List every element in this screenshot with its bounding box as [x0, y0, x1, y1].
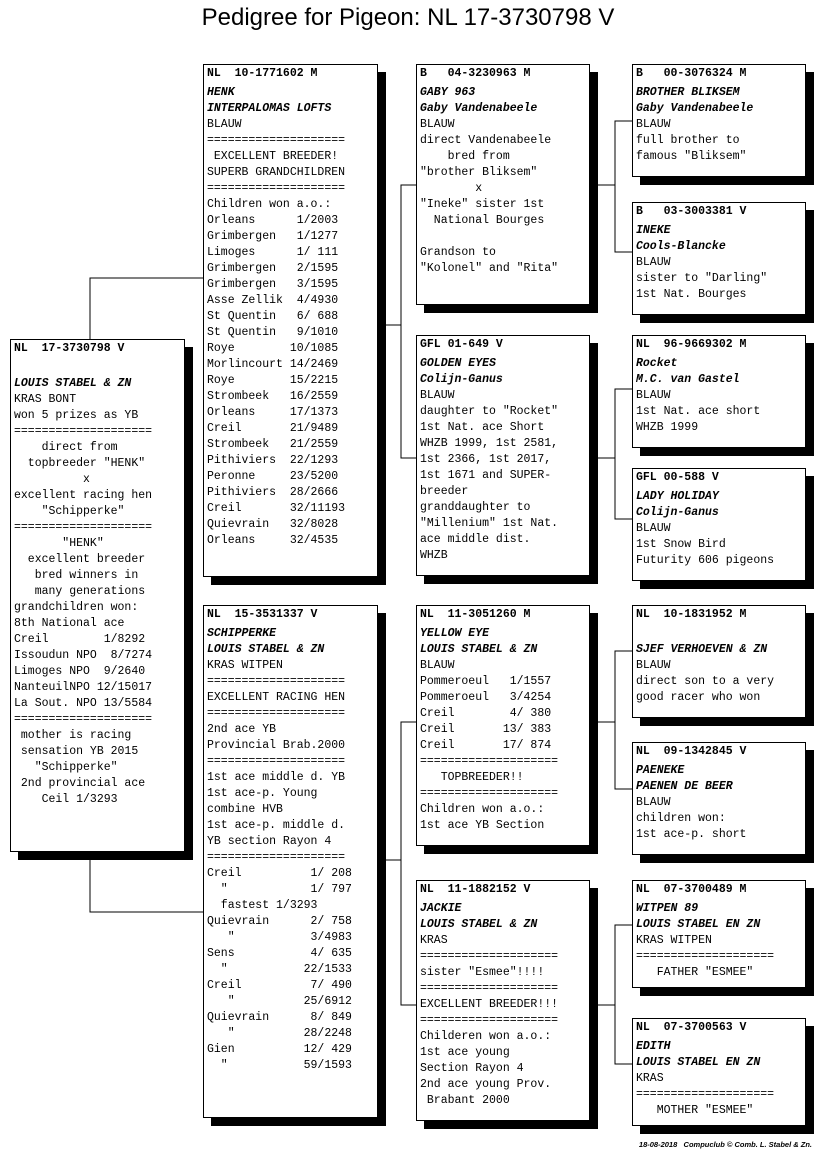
pedigree-line: sensation YB 2015 — [14, 745, 139, 758]
pedigree-line — [420, 229, 586, 245]
pedigree-line: St Quentin 6/ 688 — [207, 310, 339, 323]
pedigree-line: Quievrain 2/ 758 — [207, 915, 352, 928]
pedigree-card-dam-dam — [416, 880, 590, 1121]
pedigree-line: Grimbergen 1/1277 — [207, 230, 339, 243]
pedigree-line: direct from — [14, 441, 118, 454]
breeder-name: Colijn-Ganus — [636, 506, 719, 519]
pedigree-line: ==================== — [636, 1088, 775, 1101]
ring-number: NL 09-1342845 V — [636, 745, 747, 758]
pedigree-line: Creil 1/ 208 — [207, 867, 352, 880]
pedigree-line: x — [420, 182, 483, 195]
pedigree-line: St Quentin 9/1010 — [207, 326, 339, 339]
pedigree-line: good racer who won — [636, 691, 761, 704]
pedigree-line: Quievrain 32/8028 — [207, 518, 339, 531]
pigeon-name: LADY HOLIDAY — [636, 490, 719, 503]
pedigree-line: ace middle dist. — [420, 533, 531, 546]
pigeon-name: GOLDEN EYES — [420, 357, 496, 370]
pedigree-line: EXCELLENT BREEDER!!! — [420, 998, 559, 1011]
connector-dd-2 — [615, 1005, 632, 1064]
pedigree-line: Strombeek 21/2559 — [207, 438, 339, 451]
ring-number: NL 11-1882152 V — [420, 883, 531, 896]
pedigree-card-dam-sire — [416, 605, 590, 846]
pedigree-line: Creil 32/11193 — [207, 502, 346, 515]
pedigree-card-sire — [203, 64, 378, 577]
pedigree-line: " 1/ 797 — [207, 883, 352, 896]
pedigree-line: direct son to a very — [636, 675, 775, 688]
pedigree-line: KRAS WITPEN — [207, 659, 283, 672]
breeder-name: LOUIS STABEL EN ZN — [636, 918, 761, 931]
pigeon-name — [636, 626, 802, 642]
pedigree-line: " 28/2248 — [207, 1027, 352, 1040]
connector-sire-line2 — [401, 325, 416, 458]
connector-dam-line1 — [377, 722, 416, 860]
connector-ss-2 — [615, 185, 632, 252]
pedigree-card-sire-sire — [416, 64, 590, 305]
pedigree-line: FATHER "ESMEE" — [636, 966, 754, 979]
pedigree-line: Roye 15/2215 — [207, 374, 339, 387]
pedigree-line: 1st ace YB Section — [420, 819, 545, 832]
connector-sire-line1 — [377, 185, 416, 325]
pedigree-card-dam — [203, 605, 378, 1118]
connector-ds-2 — [615, 722, 632, 789]
pedigree-line: Childeren won a.o.: — [420, 1030, 552, 1043]
breeder-name: PAENEN DE BEER — [636, 780, 733, 793]
pedigree-line: Strombeek 16/2559 — [207, 390, 339, 403]
breeder-name: LOUIS STABEL EN ZN — [636, 1056, 761, 1069]
page-title: Pedigree for Pigeon: NL 17-3730798 V — [201, 4, 615, 31]
ring-number: GFL 01-649 V — [420, 338, 503, 351]
pedigree-line: won 5 prizes as YB — [14, 409, 139, 422]
pedigree-line: NanteuilNPO 12/15017 — [14, 681, 153, 694]
breeder-name: Gaby Vandenabeele — [636, 102, 754, 115]
pedigree-line: Limoges NPO 9/2640 — [14, 665, 146, 678]
pigeon-name: YELLOW EYE — [420, 627, 490, 640]
pedigree-card-sd-sire — [632, 335, 806, 448]
pedigree-line: Gien 12/ 429 — [207, 1043, 352, 1056]
pedigree-line: BLAUW — [207, 118, 242, 131]
pigeon-name: HENK — [207, 86, 235, 99]
pigeon-name: JACKIE — [420, 902, 462, 915]
pedigree-line: "brother Bliksem" — [420, 166, 538, 179]
breeder-name: Gaby Vandenabeele — [420, 102, 538, 115]
pedigree-line: BLAUW — [636, 118, 671, 131]
pedigree-line: BLAUW — [420, 118, 455, 131]
connector-ss-1 — [589, 121, 632, 185]
pedigree-line: 1st Snow Bird — [636, 538, 726, 551]
pedigree-line: BLAUW — [420, 659, 455, 672]
pigeon-name: BROTHER BLIKSEM — [636, 86, 740, 99]
breeder-name: LOUIS STABEL & ZN — [207, 643, 325, 656]
pedigree-line: KRAS — [636, 1072, 664, 1085]
pedigree-line: 1st ace middle d. YB — [207, 771, 346, 784]
pedigree-line: Quievrain 8/ 849 — [207, 1011, 352, 1024]
pedigree-line: Grimbergen 2/1595 — [207, 262, 339, 275]
pedigree-line: daughter to "Rocket" — [420, 405, 559, 418]
pedigree-line: "Schipperke" — [14, 761, 118, 774]
pigeon-name: PAENEKE — [636, 764, 685, 777]
pedigree-line: "HENK" — [14, 537, 104, 550]
pedigree-line: Creil 13/ 383 — [420, 723, 552, 736]
pedigree-line: Provincial Brab.2000 — [207, 739, 346, 752]
pedigree-line: 2nd ace YB — [207, 723, 277, 736]
connector-sd-1 — [589, 389, 632, 458]
footer-date: 18-08-2018 — [638, 1140, 678, 1149]
pigeon-name: Rocket — [636, 357, 678, 370]
pedigree-line: mother is racing — [14, 729, 132, 742]
ring-number: B 00-3076324 M — [636, 67, 747, 80]
pedigree-line: full brother to — [636, 134, 740, 147]
pedigree-line: "Ineke" sister 1st — [420, 198, 545, 211]
pigeon-name: INEKE — [636, 224, 671, 237]
pigeon-name: SCHIPPERKE — [207, 627, 277, 640]
pedigree-line: Grandson to — [420, 246, 496, 259]
breeder-name: INTERPALOMAS LOFTS — [207, 102, 332, 115]
ring-number: NL 10-1831952 M — [636, 608, 747, 621]
pedigree-line: BLAUW — [636, 389, 671, 402]
pedigree-line: MOTHER "ESMEE" — [636, 1104, 754, 1117]
pedigree-line: direct Vandenabeele — [420, 134, 552, 147]
ring-number: NL 96-9669302 M — [636, 338, 747, 351]
connector-dam-line2 — [401, 860, 416, 1005]
breeder-name: LOUIS STABEL & ZN — [420, 643, 538, 656]
ring-number: NL 07-3700563 V — [636, 1021, 747, 1034]
pedigree-line: 1st ace-p. short — [636, 828, 747, 841]
pedigree-line: Orleans 32/4535 — [207, 534, 339, 547]
pedigree-line: 2nd provincial ace — [14, 777, 146, 790]
pedigree-line: BLAUW — [636, 522, 671, 535]
breeder-name: M.C. van Gastel — [636, 373, 740, 386]
pedigree-line: Asse Zellik 4/4930 — [207, 294, 339, 307]
ring-number: NL 10-1771602 M — [207, 67, 318, 80]
pedigree-line: Section Rayon 4 — [420, 1062, 524, 1075]
pedigree-line: WHZB 1999 — [636, 421, 699, 434]
pedigree-line: Peronne 23/5200 — [207, 470, 339, 483]
pedigree-line: 8th National ace — [14, 617, 125, 630]
pedigree-line: 1st ace young — [420, 1046, 510, 1059]
pedigree-line: " 59/1593 — [207, 1059, 352, 1072]
pedigree-line: sister "Esmee"!!!! — [420, 966, 545, 979]
pedigree-line: BLAUW — [636, 256, 671, 269]
pedigree-line: WHZB 1999, 1st 2581, — [420, 437, 559, 450]
pedigree-line: 1st ace-p. Young — [207, 787, 318, 800]
pedigree-line: excellent breeder — [14, 553, 146, 566]
pedigree-line: 1st 1671 and SUPER- — [420, 469, 552, 482]
connector-subject-sire — [90, 278, 204, 339]
connector-sd-2 — [615, 458, 632, 519]
pedigree-line: ==================== — [207, 851, 346, 864]
pedigree-line: KRAS WITPEN — [636, 934, 712, 947]
pedigree-line: EXCELLENT BREEDER! — [207, 150, 339, 163]
pedigree-line: Grimbergen 3/1595 — [207, 278, 339, 291]
pedigree-line: BLAUW — [636, 796, 671, 809]
pedigree-line: Sens 4/ 635 — [207, 947, 352, 960]
breeder-name: LOUIS STABEL & ZN — [420, 918, 538, 931]
pedigree-line: fastest 1/3293 — [207, 899, 318, 912]
pedigree-card-dd-dam — [632, 1018, 806, 1126]
ring-number: NL 17-3730798 V — [14, 342, 125, 355]
pedigree-line: SUPERB GRANDCHILDREN — [207, 166, 346, 179]
pedigree-line: 1st Nat. ace short — [636, 405, 761, 418]
pedigree-card-sd-dam — [632, 468, 806, 581]
pedigree-line: Creil 21/9489 — [207, 422, 339, 435]
connector-dd-1 — [589, 925, 632, 1005]
pedigree-line: 1st Nat. ace Short — [420, 421, 545, 434]
pedigree-line: National Bourges — [420, 214, 545, 227]
pedigree-line: Pithiviers 28/2666 — [207, 486, 339, 499]
pedigree-line: BLAUW — [420, 389, 455, 402]
pedigree-line: Pommeroeul 3/4254 — [420, 691, 552, 704]
pedigree-line: sister to "Darling" — [636, 272, 768, 285]
pedigree-line: 2nd ace young Prov. — [420, 1078, 552, 1091]
pedigree-line: La Sout. NPO 13/5584 — [14, 697, 153, 710]
pedigree-line: grandchildren won: — [14, 601, 139, 614]
pigeon-name: EDITH — [636, 1040, 671, 1053]
pedigree-line: ==================== — [420, 787, 559, 800]
pedigree-line: Creil 1/8292 — [14, 633, 146, 646]
pedigree-card-sire-dam — [416, 335, 590, 576]
pedigree-line: KRAS — [420, 934, 448, 947]
breeder-name: Cools-Blancke — [636, 240, 726, 253]
pedigree-line: Pommeroeul 1/1557 — [420, 675, 552, 688]
connector-ds-1 — [589, 651, 632, 722]
pedigree-line: ==================== — [207, 755, 346, 768]
pedigree-line: "Millenium" 1st Nat. — [420, 517, 559, 530]
pedigree-line: famous "Bliksem" — [636, 150, 747, 163]
pedigree-line: TOPBREEDER!! — [420, 771, 524, 784]
pedigree-line: ==================== — [207, 182, 346, 195]
pedigree-line: Roye 10/1085 — [207, 342, 339, 355]
pedigree-line: Orleans 1/2003 — [207, 214, 339, 227]
pedigree-line: Brabant 2000 — [420, 1094, 510, 1107]
pedigree-line: Creil 4/ 380 — [420, 707, 552, 720]
pedigree-line: WHZB — [420, 549, 448, 562]
pedigree-line: KRAS BONT — [14, 393, 77, 406]
pedigree-card-ds-dam — [632, 742, 806, 855]
pedigree-line: Issoudun NPO 8/7274 — [14, 649, 153, 662]
pedigree-line: ==================== — [420, 982, 559, 995]
ring-number: NL 11-3051260 M — [420, 608, 531, 621]
footer-credit: Compuclub © Comb. L. Stabel & Zn. — [683, 1140, 812, 1149]
pedigree-line: " 25/6912 — [207, 995, 352, 1008]
pedigree-line: Children won a.o.: — [420, 803, 545, 816]
pedigree-card-ss-dam — [632, 202, 806, 315]
ring-number: B 04-3230963 M — [420, 67, 531, 80]
pedigree-line: "Kolonel" and "Rita" — [420, 262, 559, 275]
pedigree-line: " 3/4983 — [207, 931, 352, 944]
pedigree-line: many generations — [14, 585, 146, 598]
pedigree-line: EXCELLENT RACING HEN — [207, 691, 346, 704]
pedigree-line: x — [14, 473, 90, 486]
pedigree-line: bred winners in — [14, 569, 139, 582]
pedigree-line: Pithiviers 22/1293 — [207, 454, 339, 467]
pedigree-line: combine HVB — [207, 803, 283, 816]
pedigree-line: ==================== — [207, 134, 346, 147]
pedigree-line: ==================== — [420, 1014, 559, 1027]
pedigree-line: granddaughter to — [420, 501, 531, 514]
breeder-name: SJEF VERHOEVEN & ZN — [636, 643, 768, 656]
pedigree-line: " 22/1533 — [207, 963, 352, 976]
pedigree-line: Limoges 1/ 111 — [207, 246, 339, 259]
pedigree-line: Children won a.o.: — [207, 198, 332, 211]
pedigree-line: 1st 2366, 1st 2017, — [420, 453, 552, 466]
pedigree-line: Ceil 1/3293 — [14, 793, 118, 806]
pedigree-line: BLAUW — [636, 659, 671, 672]
breeder-name: LOUIS STABEL & ZN — [14, 377, 132, 390]
breeder-name: Colijn-Ganus — [420, 373, 503, 386]
pedigree-line: breeder — [420, 485, 469, 498]
pedigree-card-ss-sire — [632, 64, 806, 177]
pedigree-line: Orleans 17/1373 — [207, 406, 339, 419]
ring-number: GFL 00-588 V — [636, 471, 719, 484]
ring-number: NL 07-3700489 M — [636, 883, 747, 896]
pedigree-line: Creil 7/ 490 — [207, 979, 352, 992]
pedigree-line: Creil 17/ 874 — [420, 739, 552, 752]
ring-number: B 03-3003381 V — [636, 205, 747, 218]
pedigree-line: ==================== — [636, 950, 775, 963]
pedigree-line: ==================== — [207, 707, 346, 720]
pigeon-name: WITPEN 89 — [636, 902, 699, 915]
pedigree-line: 1st Nat. Bourges — [636, 288, 747, 301]
pigeon-name — [14, 360, 181, 376]
pedigree-line: ==================== — [14, 425, 153, 438]
pedigree-card-ds-sire — [632, 605, 806, 718]
ring-number: NL 15-3531337 V — [207, 608, 318, 621]
pedigree-line: 1st ace-p. middle d. — [207, 819, 346, 832]
pedigree-card-dd-sire — [632, 880, 806, 988]
pedigree-line: ==================== — [14, 713, 153, 726]
connector-subject-dam — [90, 852, 204, 912]
pedigree-line: Morlincourt 14/2469 — [207, 358, 339, 371]
pedigree-line: ==================== — [14, 521, 153, 534]
pedigree-line: bred from — [420, 150, 510, 163]
pedigree-line: "Schipperke" — [14, 505, 125, 518]
pedigree-line: topbreeder "HENK" — [14, 457, 146, 470]
pigeon-name: GABY 963 — [420, 86, 476, 99]
pedigree-line: children won: — [636, 812, 726, 825]
pedigree-card-subject — [10, 339, 185, 852]
pedigree-line: ==================== — [207, 675, 346, 688]
footer — [639, 1140, 812, 1149]
pedigree-line: ==================== — [420, 950, 559, 963]
pedigree-line: excellent racing hen — [14, 489, 153, 502]
pedigree-line: YB section Rayon 4 — [207, 835, 332, 848]
pedigree-line: Futurity 606 pigeons — [636, 554, 775, 567]
pedigree-line: ==================== — [420, 755, 559, 768]
